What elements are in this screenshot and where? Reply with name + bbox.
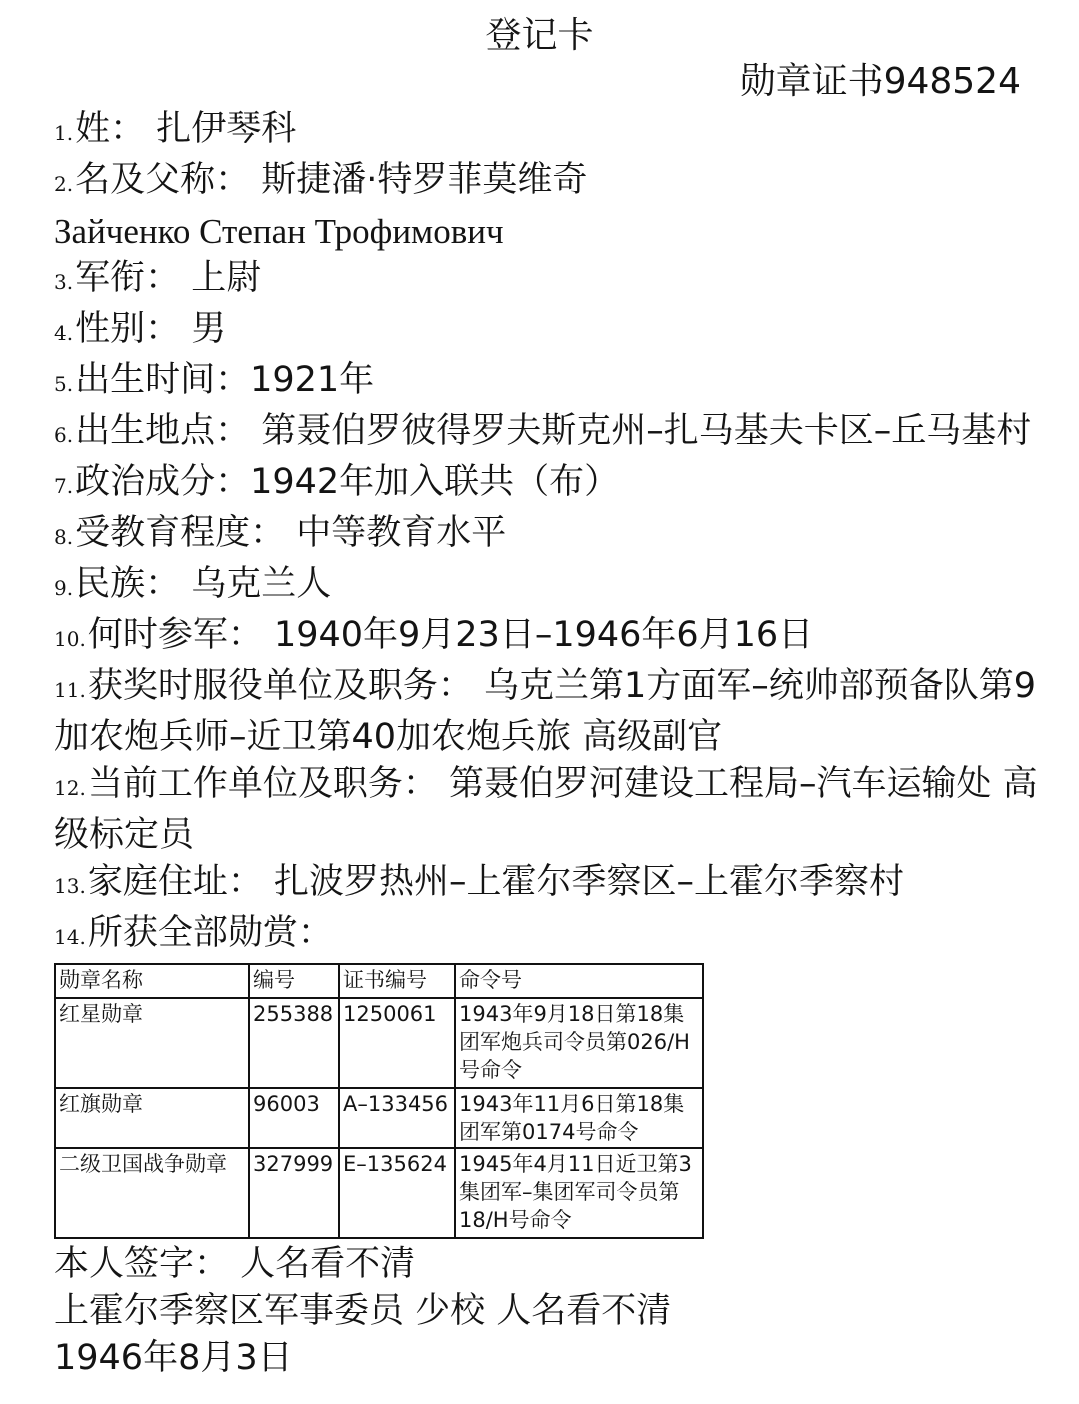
document-date: 1946年8月3日 — [54, 1338, 293, 1378]
field-service-period — [54, 612, 1044, 663]
field-given-name — [54, 157, 1044, 208]
field-awards-heading — [54, 910, 1044, 961]
commissar-line: 上霍尔季察区军事委员 少校 人名看不清 — [54, 1291, 672, 1331]
field-number: 13. — [54, 874, 86, 898]
column-header: 编号 — [249, 964, 339, 998]
table-cell: 96003 — [249, 1088, 339, 1148]
column-header: 证书编号 — [339, 964, 455, 998]
field-number: 3. — [54, 270, 74, 294]
table-cell: A–133456 — [339, 1088, 455, 1148]
table-cell: 327999 — [249, 1148, 339, 1238]
field-number: 4. — [54, 321, 74, 345]
table-cell: 1943年11月6日第18集团军第0174号命令 — [455, 1088, 703, 1148]
field-text: 政治成分：1942年加入联共（布） — [75, 462, 620, 502]
column-header: 命令号 — [455, 964, 703, 998]
field-nationality — [54, 561, 1044, 612]
field-number: 9. — [54, 576, 74, 600]
field-number: 14. — [54, 925, 86, 949]
field-gender — [54, 306, 1044, 357]
table-cell: 红星勋章 — [55, 998, 249, 1088]
field-text: 性别： 男 — [75, 309, 227, 349]
field-text: 当前工作单位及职务： 第聂伯罗河建设工程局–汽车运输处 高级标定员 — [54, 764, 1038, 855]
page-title: 登记卡 — [485, 15, 594, 56]
field-text: 出生时间：1921年 — [75, 360, 375, 400]
field-number: 1. — [54, 121, 74, 145]
field-number: 11. — [54, 678, 86, 702]
field-text: 所获全部勋赏： — [87, 913, 333, 953]
field-education — [54, 510, 1044, 561]
field-text: 受教育程度： 中等教育水平 — [75, 513, 507, 553]
field-text: 军衔： 上尉 — [75, 258, 262, 298]
table-cell: 1945年4月11日近卫第3集团军–集团军司令员第18/H号命令 — [455, 1148, 703, 1238]
field-party — [54, 459, 1044, 510]
field-number: 7. — [54, 474, 74, 498]
table-row — [55, 1088, 703, 1148]
field-number: 6. — [54, 423, 74, 447]
field-birth-place — [54, 408, 1044, 459]
certificate-number: 勋章证书948524 — [739, 61, 1021, 102]
table-cell: E–135624 — [339, 1148, 455, 1238]
field-text: 名及父称： 斯捷潘·特罗菲莫维奇 — [75, 160, 588, 200]
signature-line: 本人签字： 人名看不清 — [54, 1244, 416, 1284]
table-cell: 255388 — [249, 998, 339, 1088]
table-cell: 1943年9月18日第18集团军炮兵司令员第026/H号命令 — [455, 998, 703, 1088]
field-home-address — [54, 859, 1044, 910]
registration-card-body — [54, 106, 1044, 1382]
awards-table — [54, 963, 704, 1239]
field-text: 出生地点： 第聂伯罗彼得罗夫斯克州–扎马基夫卡区–丘马基村 — [75, 411, 1032, 451]
field-text: 获奖时服役单位及职务： 乌克兰第1方面军–统帅部预备队第9加农炮兵师–近卫第40加农炮兵旅 高级副官 — [54, 666, 1036, 757]
field-number: 10. — [54, 627, 86, 651]
field-surname — [54, 106, 1044, 157]
field-text: 家庭住址： 扎波罗热州–上霍尔季察区–上霍尔季察村 — [87, 862, 904, 902]
column-header: 勋章名称 — [55, 964, 249, 998]
table-cell: 红旗勋章 — [55, 1088, 249, 1148]
field-unit-position — [54, 663, 1044, 761]
field-text: 何时参军： 1940年9月23日–1946年6月16日 — [87, 615, 814, 655]
field-current-work — [54, 761, 1044, 859]
russian-name: Зайченко Степан Трофимович — [54, 212, 504, 251]
table-row — [55, 1148, 703, 1238]
field-number: 2. — [54, 172, 74, 196]
field-text: 民族： 乌克兰人 — [75, 564, 332, 604]
field-number: 12. — [54, 776, 86, 800]
field-birth-date — [54, 357, 1044, 408]
table-cell: 1250061 — [339, 998, 455, 1088]
table-row — [55, 998, 703, 1088]
table-header-row — [55, 964, 703, 998]
field-number: 5. — [54, 372, 74, 396]
field-text: 姓： 扎伊琴科 — [75, 109, 297, 149]
field-rank — [54, 255, 1044, 306]
table-cell: 二级卫国战争勋章 — [55, 1148, 249, 1238]
field-number: 8. — [54, 525, 74, 549]
